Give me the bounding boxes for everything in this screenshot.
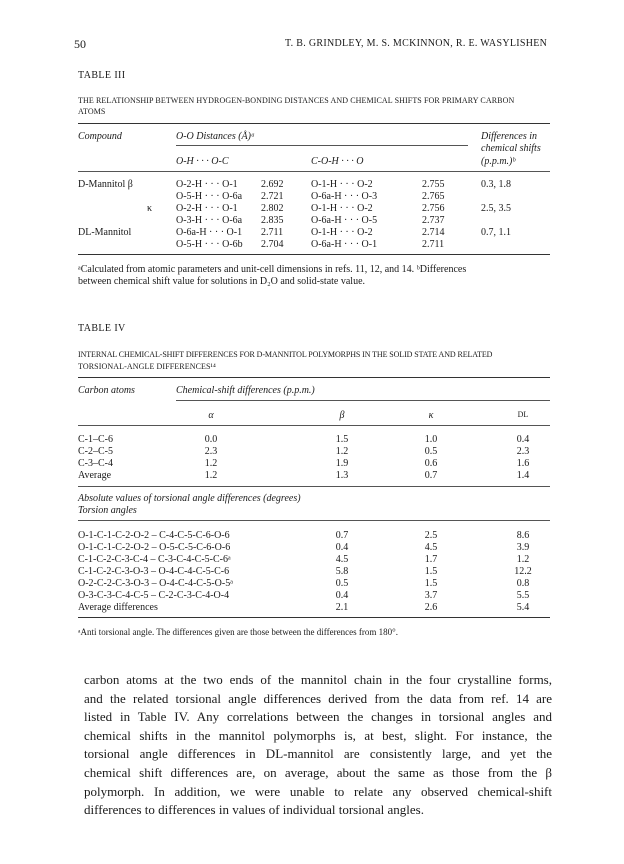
carbon-pair-cell: C-1–C-6 [78, 434, 113, 445]
dl-value-cell: 8.6 [516, 530, 530, 541]
table-iii-label: TABLE III [78, 70, 126, 81]
compound-cell: D-Mannitol β [78, 179, 133, 190]
beta-value-cell: 2.1 [335, 602, 349, 613]
torsion-label-cell: C-1-C-2-C-3-O-3 – O-4-C-4-C-5-C-6 [78, 566, 230, 577]
table-iv-caption-line-1: INTERNAL CHEMICAL-SHIFT DIFFERENCES FOR D-MANNITOL POLYMORPHS IN THE SOLID STATE AND RELATED [78, 350, 493, 359]
shift-diff-cell: 2.5, 3.5 [481, 203, 511, 214]
dl-value-cell: 2.3 [516, 446, 530, 457]
coh-o-distance-cell: 2.756 [422, 203, 445, 214]
body-line: and the related torsional angle differences derived from the data from ref. 14 are [84, 690, 552, 706]
table-iv-head-cs-differences: Chemical-shift differences (p.p.m.) [176, 385, 315, 396]
kappa-value-cell: 0.6 [424, 458, 438, 469]
table-iii-head-coh-o: C-O-H · · · O [311, 156, 364, 167]
dl-value-cell: 3.9 [516, 542, 530, 553]
coh-o-distance-cell: 2.737 [422, 215, 445, 226]
table-iv-bottom-rule [78, 617, 550, 618]
torsion-label-cell: O-2-C-2-C-3-O-3 – O-4-C-4-C-5-O-5ᵃ [78, 578, 233, 589]
coh-o-pair-cell: O-6a-H · · · O-1 [311, 239, 378, 250]
page-number: 50 [74, 37, 86, 51]
table-iii-caption-line-2: ATOMS [78, 107, 106, 116]
dl-value-cell: 12.2 [514, 566, 532, 577]
dl-value-cell: 1.2 [516, 554, 530, 565]
oh-o-pair-cell: O-5-H · · · O-6a [176, 191, 243, 202]
body-line: listed in Table IV. Any correlations between the changes in torsional angles and [84, 709, 552, 725]
torsion-label-cell: C-1-C-2-C-3-C-4 – C-3-C-4-C-5-C-6ᵃ [78, 554, 231, 565]
table-iii-head-compound: Compound [78, 131, 122, 142]
kappa-value-cell: 0.7 [424, 470, 438, 481]
coh-o-distance-cell: 2.765 [422, 191, 445, 202]
oh-o-distance-cell: 2.802 [261, 203, 284, 214]
kappa-value-cell: 2.5 [424, 530, 438, 541]
coh-o-pair-cell: O-6a-H · · · O-5 [311, 215, 378, 226]
coh-o-pair-cell: O-1-H · · · O-2 [311, 179, 373, 190]
table-iv-col-beta: β [339, 410, 345, 421]
oh-o-pair-cell: O-5-H · · · O-6b [176, 239, 243, 250]
coh-o-distance-cell: 2.714 [422, 227, 445, 238]
carbon-pair-cell: Average [78, 470, 112, 481]
body-line: torsional angle differences in DL-mannitol are consistently large, and yet the [84, 746, 552, 762]
dl-value-cell: 1.4 [516, 470, 530, 481]
table-iv-head-underline [176, 400, 550, 401]
dl-value-cell: 5.5 [516, 590, 530, 601]
beta-value-cell: 0.4 [335, 542, 349, 553]
oh-o-distance-cell: 2.721 [261, 191, 284, 202]
table-iii-footnote-line-2: between chemical shift value for solutions in D₂O and solid-state value. [78, 276, 366, 287]
running-header-authors: T. B. GRINDLEY, M. S. MCKINNON, R. E. WASYLISHEN [285, 38, 548, 49]
body-line: carbon atoms at the two ends of the mannitol chain in the four crystalline forms, [84, 672, 552, 687]
table-iii-top-rule [78, 123, 550, 124]
table-iv-footnote: ᵃAnti torsional angle. The differences given are those between the differences from 180°. [78, 627, 398, 637]
kappa-value-cell: 4.5 [424, 542, 438, 553]
beta-value-cell: 0.7 [335, 530, 349, 541]
kappa-value-cell: 0.5 [424, 446, 438, 457]
table-iv-top-rule [78, 377, 550, 378]
table-iii-head-diff-1: Differences in [481, 131, 538, 142]
kappa-value-cell: 1.5 [424, 578, 438, 589]
body-line: differences to differences in values of individual torsional angles. [84, 802, 424, 818]
coh-o-distance-cell: 2.755 [422, 179, 445, 190]
kappa-value-cell: 3.7 [424, 590, 438, 601]
table-iv-col-kappa: κ [428, 410, 434, 421]
kappa-value-cell: 2.6 [424, 602, 438, 613]
torsion-label-cell: O-1-C-1-C-2-O-2 – C-4-C-5-C-6-O-6 [78, 530, 230, 541]
coh-o-distance-cell: 2.711 [422, 239, 445, 250]
oh-o-pair-cell: O-6a-H · · · O-1 [176, 227, 243, 238]
body-line: chemical shifts in the mannitol polymorphs is, at best, slight. For instance, the [84, 727, 552, 743]
oh-o-distance-cell: 2.835 [261, 215, 284, 226]
table-iii-head-underline [176, 145, 468, 146]
shift-diff-cell: 0.7, 1.1 [481, 227, 511, 238]
beta-value-cell: 5.8 [335, 566, 349, 577]
coh-o-pair-cell: O-6a-H · · · O-3 [311, 191, 378, 202]
alpha-value-cell: 2.3 [204, 446, 218, 457]
dl-value-cell: 0.8 [516, 578, 530, 589]
alpha-value-cell: 1.2 [204, 470, 218, 481]
torsion-label-cell: Average differences [78, 602, 158, 613]
beta-value-cell: 1.5 [335, 434, 349, 445]
oh-o-pair-cell: O-2-H · · · O-1 [176, 203, 238, 214]
table-iii-head-oh-o: O-H · · · O-C [176, 156, 229, 167]
dl-value-cell: 5.4 [516, 602, 530, 613]
kappa-value-cell: 1.7 [424, 554, 438, 565]
table-iv-head-carbon-atoms: Carbon atoms [78, 385, 135, 396]
table-iv-head-rule [78, 425, 550, 426]
beta-value-cell: 1.9 [335, 458, 349, 469]
dl-value-cell: 1.6 [516, 458, 530, 469]
table-iv-col-alpha: α [208, 410, 214, 421]
table-iii-head-rule [78, 171, 550, 172]
table-iv-subhead-rule [78, 520, 550, 521]
table-iv-mid-rule [78, 486, 550, 487]
carbon-pair-cell: C-2–C-5 [78, 446, 113, 457]
oh-o-distance-cell: 2.704 [261, 239, 284, 250]
dl-value-cell: 0.4 [516, 434, 530, 445]
beta-value-cell: 4.5 [335, 554, 349, 565]
torsion-label-cell: O-3-C-3-C-4-C-5 – C-2-C-3-C-4-O-4 [78, 590, 230, 601]
beta-value-cell: 1.3 [335, 470, 349, 481]
table-iii-head-oo-distances: O-O Distances (Å)ᵃ [176, 131, 255, 142]
body-paragraph [84, 671, 552, 820]
kappa-value-cell: 1.5 [424, 566, 438, 577]
table-iv-subhead-torsion-angles: Torsion angles [78, 505, 137, 516]
torsion-label-cell: O-1-C-1-C-2-O-2 – O-5-C-5-C-6-O-6 [78, 542, 231, 553]
beta-value-cell: 1.2 [335, 446, 349, 457]
oh-o-pair-cell: O-2-H · · · O-1 [176, 179, 238, 190]
compound-cell: DL-Mannitol [78, 227, 132, 238]
oh-o-distance-cell: 2.692 [261, 179, 284, 190]
body-line: polymorph. In addition, we were unable to relate any observed chemical-shift [84, 783, 552, 799]
table-iv-col-dl: DL [517, 410, 529, 419]
table-iv-label: TABLE IV [78, 323, 126, 334]
oh-o-distance-cell: 2.711 [261, 227, 284, 238]
kappa-value-cell: 1.0 [424, 434, 438, 445]
carbon-pair-cell: C-3–C-4 [78, 458, 113, 469]
coh-o-pair-cell: O-1-H · · · O-2 [311, 203, 373, 214]
compound-cell: κ [147, 203, 153, 214]
beta-value-cell: 0.4 [335, 590, 349, 601]
oh-o-pair-cell: O-3-H · · · O-6a [176, 215, 243, 226]
alpha-value-cell: 0.0 [204, 434, 218, 445]
body-line: chemical shift differences are, on average, about the same as those from the β [84, 764, 552, 780]
table-iii-footnote-line-1: ᵃCalculated from atomic parameters and unit-cell dimensions in refs. 11, 12, and 14. ᵇDifferences [78, 264, 467, 275]
shift-diff-cell: 0.3, 1.8 [481, 179, 511, 190]
beta-value-cell: 0.5 [335, 578, 349, 589]
table-iv-subhead-torsion: Absolute values of torsional angle differences (degrees) [78, 493, 301, 504]
coh-o-pair-cell: O-1-H · · · O-2 [311, 227, 373, 238]
table-iii-caption-line-1: THE RELATIONSHIP BETWEEN HYDROGEN-BONDING DISTANCES AND CHEMICAL SHIFTS FOR PRIMARY CARBON [78, 96, 515, 105]
table-iv-caption-line-2: TORSIONAL-ANGLE DIFFERENCES¹⁴ [78, 362, 216, 371]
table-iii-head-diff-2: chemical shifts [481, 143, 541, 154]
table-iii-bottom-rule [78, 254, 550, 255]
table-iii-head-diff-3: (p.p.m.)ᵇ [481, 156, 516, 167]
alpha-value-cell: 1.2 [204, 458, 218, 469]
